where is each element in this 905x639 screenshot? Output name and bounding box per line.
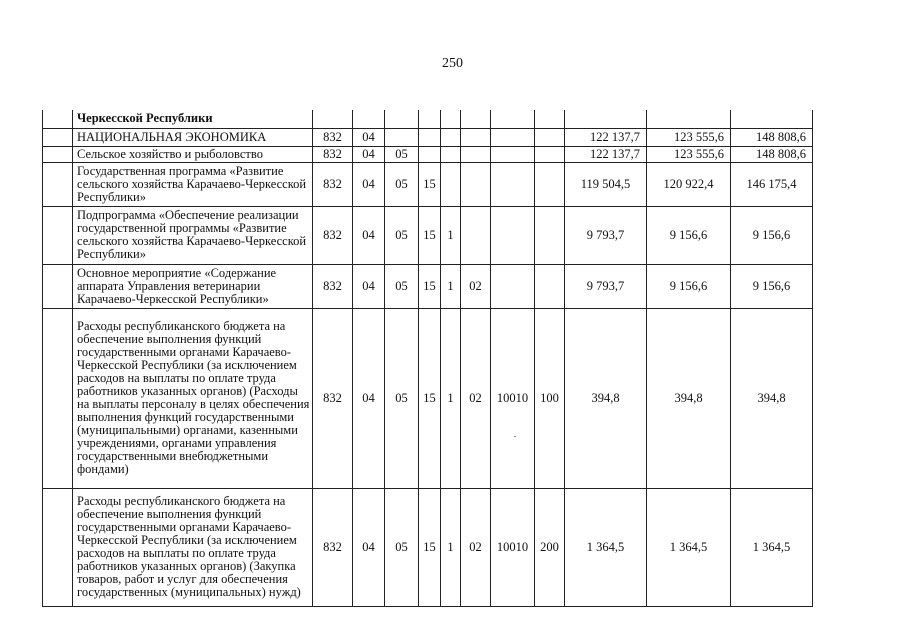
subprogram-cell: 1 [441,488,461,606]
section-cell: 04 [353,162,385,206]
amount-year2-cell: 123 555,6 [647,128,731,146]
expense-type-cell [535,110,565,128]
event-cell [461,110,491,128]
row-number-cell [43,110,73,128]
direction-cell [491,128,535,146]
direction-cell [491,264,535,308]
program-cell: 15 [419,308,441,488]
subsection-cell: 05 [385,162,419,206]
item-name-cell: Черкесской Республики [73,110,313,128]
table-row [43,308,813,488]
subprogram-cell: 1 [441,264,461,308]
amount-year1-cell: 1 364,5 [565,488,647,606]
subprogram-cell [441,162,461,206]
table-row [43,488,813,606]
subsection-cell: 05 [385,308,419,488]
expense-type-cell: 100 [535,308,565,488]
program-cell [419,128,441,146]
amount-year2-cell: 9 156,6 [647,206,731,264]
amount-year2-cell: 123 555,6 [647,146,731,162]
amount-year3-cell: 1 364,5 [731,488,813,606]
amount-year2-cell: 394,8 [647,308,731,488]
direction-cell [491,206,535,264]
subsection-cell: 05 [385,146,419,162]
item-name-cell: НАЦИОНАЛЬНАЯ ЭКОНОМИКА [73,128,313,146]
direction-cell: 10010 [491,488,535,606]
subprogram-cell: 1 [441,206,461,264]
amount-year1-cell: 122 137,7 [565,128,647,146]
event-cell [461,206,491,264]
subsection-cell [385,128,419,146]
table-row [43,128,813,146]
row-number-cell [43,206,73,264]
subprogram-cell: 1 [441,308,461,488]
amount-year1-cell: 394,8 [565,308,647,488]
row-number-cell [43,488,73,606]
subsection-cell: 05 [385,206,419,264]
direction-cell: 10010 [491,308,535,488]
item-name-cell: Государственная программа «Развитие сельского хозяйства Карачаево-Черкесской Республики» [73,162,313,206]
section-cell: 04 [353,146,385,162]
direction-cell [491,146,535,162]
direction-cell [491,110,535,128]
row-number-cell [43,128,73,146]
amount-year1-cell: 9 793,7 [565,206,647,264]
scan-speck [514,436,516,437]
program-cell: 15 [419,488,441,606]
direction-cell [491,162,535,206]
row-number-cell [43,308,73,488]
section-cell [353,110,385,128]
admin-code-cell: 832 [313,146,353,162]
admin-code-cell [313,110,353,128]
section-cell: 04 [353,264,385,308]
subsection-cell: 05 [385,488,419,606]
expense-type-cell: 200 [535,488,565,606]
admin-code-cell: 832 [313,308,353,488]
subsection-cell [385,110,419,128]
amount-year3-cell [731,110,813,128]
budget-table [42,110,813,607]
admin-code-cell: 832 [313,488,353,606]
event-cell: 02 [461,488,491,606]
item-name-cell: Расходы республиканского бюджета на обеспечение выполнения функций государственными органами Карачаево-Черкесской Республики (за исключением расходов на выплаты по оплате труда работников указанных органов) (Расходы на выплаты персоналу в целях обеспечения выполнения функций государственными (муниципальными) органами, казенными учреждениями, органами управления государственными внебюджетными фондами) [73,308,313,488]
amount-year2-cell [647,110,731,128]
admin-code-cell: 832 [313,206,353,264]
amount-year1-cell: 9 793,7 [565,264,647,308]
event-cell [461,146,491,162]
amount-year2-cell: 120 922,4 [647,162,731,206]
amount-year3-cell: 146 175,4 [731,162,813,206]
expense-type-cell [535,146,565,162]
program-cell [419,146,441,162]
event-cell [461,128,491,146]
subprogram-cell [441,110,461,128]
section-cell: 04 [353,308,385,488]
amount-year3-cell: 148 808,6 [731,146,813,162]
expense-type-cell [535,206,565,264]
row-number-cell [43,264,73,308]
expense-type-cell [535,264,565,308]
admin-code-cell: 832 [313,162,353,206]
amount-year3-cell: 148 808,6 [731,128,813,146]
table-row [43,206,813,264]
amount-year2-cell: 1 364,5 [647,488,731,606]
item-name-cell: Основное мероприятие «Содержание аппарата Управления ветеринарии Карачаево-Черкесской Республики» [73,264,313,308]
admin-code-cell: 832 [313,264,353,308]
admin-code-cell: 832 [313,128,353,146]
amount-year3-cell: 9 156,6 [731,206,813,264]
table-row [43,146,813,162]
table-row [43,110,813,128]
row-number-cell [43,162,73,206]
section-cell: 04 [353,488,385,606]
event-cell: 02 [461,264,491,308]
section-cell: 04 [353,206,385,264]
page-number: 250 [442,56,463,71]
table-row [43,162,813,206]
event-cell [461,162,491,206]
item-name-cell: Расходы республиканского бюджета на обеспечение выполнения функций государственными органами Карачаево-Черкесской Республики (за исключением расходов на выплаты по оплате труда работников указанных органов) (Закупка товаров, работ и услуг для обеспечения государственных (муниципальных) нужд) [73,488,313,606]
program-cell: 15 [419,206,441,264]
expense-type-cell [535,162,565,206]
amount-year1-cell [565,110,647,128]
subsection-cell: 05 [385,264,419,308]
row-number-cell [43,146,73,162]
amount-year3-cell: 9 156,6 [731,264,813,308]
amount-year1-cell: 122 137,7 [565,146,647,162]
amount-year1-cell: 119 504,5 [565,162,647,206]
program-cell: 15 [419,162,441,206]
event-cell: 02 [461,308,491,488]
item-name-cell: Сельское хозяйство и рыболовство [73,146,313,162]
program-cell [419,110,441,128]
section-cell: 04 [353,128,385,146]
budget-table-body [43,110,813,606]
program-cell: 15 [419,264,441,308]
item-name-cell: Подпрограмма «Обеспечение реализации государственной программы «Развитие сельского хозяйства Карачаево-Черкесской Республики» [73,206,313,264]
subprogram-cell [441,146,461,162]
amount-year3-cell: 394,8 [731,308,813,488]
subprogram-cell [441,128,461,146]
amount-year2-cell: 9 156,6 [647,264,731,308]
table-row [43,264,813,308]
expense-type-cell [535,128,565,146]
